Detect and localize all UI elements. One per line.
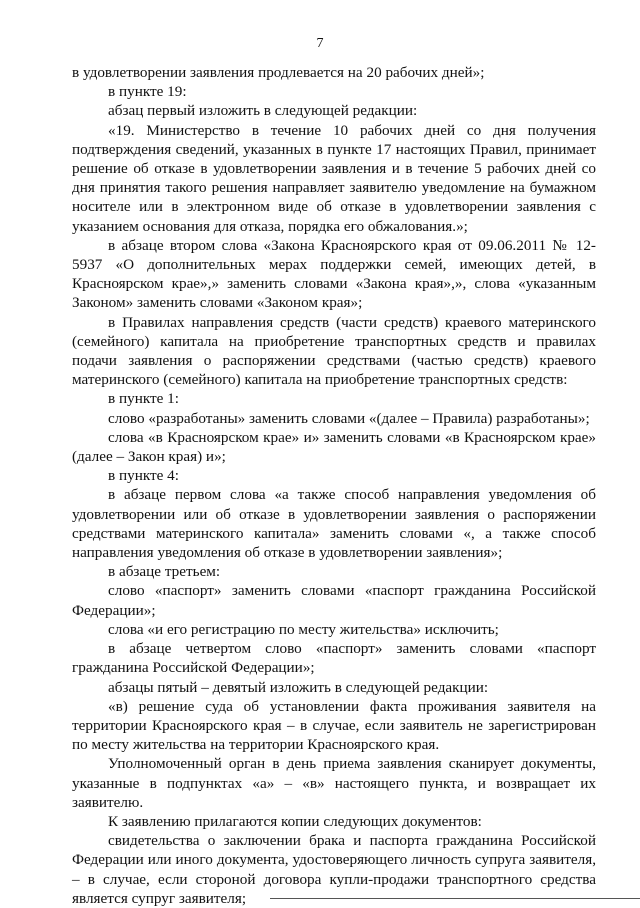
paragraph-3: абзац первый изложить в следующей редакции: bbox=[108, 102, 418, 120]
paragraph-13: слово «паспорт» заменить словами «паспорт гражданина Российской Федерации»; bbox=[72, 582, 596, 619]
paragraph-10: в пункте 4: bbox=[108, 467, 179, 485]
paragraph-15: в абзаце четвертом слово «паспорт» заменить словами «паспорт гражданина Российской Федерации»; bbox=[72, 640, 596, 677]
paragraph-17: «в) решение суда об установлении факта проживания заявителя на территории Красноярского края – в случае, если заявитель не зарегистрирован по месту жительства на территории Красноярского края. bbox=[72, 697, 596, 754]
paragraph-11: в абзаце первом слова «а также способ направления уведомления об удовлетворении или об отказе в удовлетворении заявления о распоряжении средствами материнского капитала» заменить словами «, а также способ направления уведомления об отказе в удовлетворении заявления»; bbox=[72, 486, 596, 562]
paragraph-20: свидетельства о заключении брака и паспорта гражданина Российской Федерации или иного документа, удостоверяющего личность супруга заявителя, – в случае, если стороной договора купли-продажи транспортного средства является супруг заявителя; bbox=[72, 832, 596, 907]
paragraph-18: Уполномоченный орган в день приема заявления сканирует документы, указанные в подпунктах «а» – «в» настоящего пункта, и возвращает их заявителю. bbox=[72, 755, 596, 811]
document-body bbox=[72, 63, 596, 908]
paragraph-14: слова «и его регистрацию по месту жительства» исключить; bbox=[108, 620, 499, 638]
paragraph-19: К заявлению прилагаются копии следующих документов: bbox=[108, 812, 482, 830]
paragraph-7: в пункте 1: bbox=[108, 390, 179, 408]
paragraph-6: в Правилах направления средств (части средств) краевого материнского (семейного) капитала на приобретение транспортных средств и правилах подачи заявления о распоряжении средствами (частью средств) краевого материнского (семейного) капитала на приобретение транспортных средств: bbox=[72, 313, 596, 389]
paragraph-9: слова «в Красноярском крае» и» заменить словами «в Красноярском крае» (далее – Закон края) и»; bbox=[72, 428, 596, 466]
paragraph-1: в удовлетворении заявления продлевается на 20 рабочих дней»; bbox=[72, 64, 485, 81]
paragraph-5: в абзаце втором слова «Закона Красноярского края от 09.06.2011 № 12-5937 «О дополнительных мерах поддержки семей, имеющих детей, в Красноярском крае»,» заменить словами «Закона края»,», слова «указанным Законом» заменить словами «Законом края»; bbox=[72, 236, 596, 312]
paragraph-12: в абзаце третьем: bbox=[108, 563, 221, 581]
paragraph-8: слово «разработаны» заменить словами «(далее – Правила) разработаны»; bbox=[108, 409, 590, 427]
paragraph-4: «19. Министерство в течение 10 рабочих дней со дня получения подтверждения сведений, указанных в пункте 17 настоящих Правил, принимает решение об отказе в удовлетворении заявления и в течение 5 рабочих дней со дня принятия такого решения направляет заявителю уведомление на бумажном носителе или в электронном виде об отказе в удовлетворении заявления с указанием основания для отказа, порядка его обжалования.»; bbox=[72, 121, 596, 235]
paragraph-16: абзацы пятый – девятый изложить в следующей редакции: bbox=[108, 678, 489, 696]
paragraph-2: в пункте 19: bbox=[108, 83, 187, 101]
bottom-edge-line bbox=[270, 898, 640, 899]
page-number: 7 bbox=[316, 36, 324, 51]
